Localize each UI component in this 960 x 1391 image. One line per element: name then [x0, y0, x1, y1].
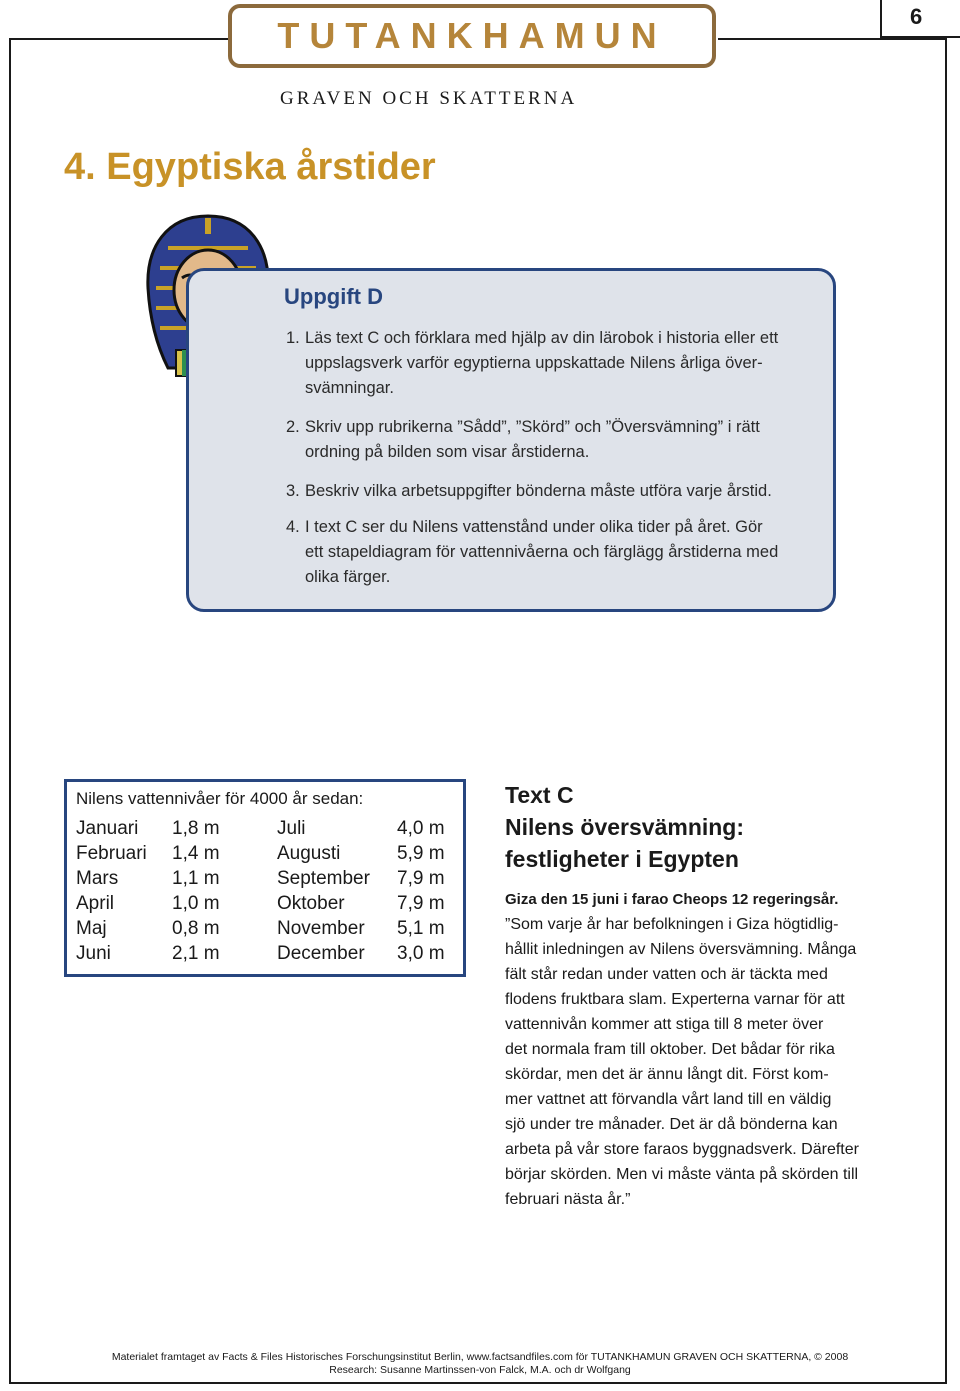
text-c-title: Text C Nilens översvämning: festligheter i Egypten [505, 782, 745, 872]
text-c-line: börjar skörden. Men vi måste vänta på skörden till [505, 1166, 859, 1183]
task-item-1: 1. Läs text C och förklara med hjälp av din lärobok i historia eller ett uppslagsverk varför egyptierna uppskattade Nilens årliga över- svämningar. [286, 329, 779, 397]
logo [228, 4, 718, 70]
text-c-line: ”Som varje år har befolkningen i Giza högtidlig- [505, 916, 839, 933]
text-c-line: skördar, men det är ännu långt dit. Först kom- [505, 1066, 829, 1083]
section-heading: 4. Egyptiska årstider [64, 146, 436, 188]
text-c-line: sjö under tre månader. Det är då bönderna kan [505, 1116, 838, 1133]
logo-text: TUTANKHAMUN [277, 15, 667, 56]
text-c-line: det normala fram till oktober. Det bådar för rika [505, 1041, 835, 1058]
text-c-line: flodens fruktbara slam. Experterna varnar för att [505, 991, 845, 1008]
footer-research: Research: Susanne Martinssen-von Falck, M.A. och dr Wolfgang [329, 1364, 631, 1376]
text-c-line: mer vattnet att förvandla vårt land till en väldig [505, 1091, 832, 1108]
task-item-2: 2. Skriv upp rubrikerna ”Sådd”, ”Skörd” och ”Översvämning” i rätt ordning på bilden som visar årstiderna. [286, 418, 760, 461]
text-c-line: fält står redan under vatten och är täckta med [505, 966, 828, 983]
task-item-4: 4. I text C ser du Nilens vattenstånd under olika tider på året. Gör ett stapeldiagram för vattennivåerna och färglägg årstiderna med olika färger. [286, 518, 779, 586]
text-c-dateline: Giza den 15 juni i farao Cheops 12 regeringsår. [505, 891, 839, 908]
footer-credits: Materialet framtaget av Facts & Files Historisches Forschungsinstitut Berlin, www.factsandfiles.com för TUTANKHAMUN GRAVEN OCH SKATTERNA, © 2008 [111, 1351, 849, 1363]
text-c-line: vattennivån kommer att stiga till 8 meter över [505, 1016, 824, 1033]
page-number: 6 [910, 4, 923, 29]
logo-subtitle: GRAVEN OCH SKATTERNA [280, 88, 578, 109]
text-c-line: februari nästa år.” [505, 1191, 631, 1208]
water-table-title: Nilens vattennivåer för 4000 år sedan: [76, 789, 364, 808]
task-title: Uppgift D [284, 284, 383, 309]
task-item-3: 3. Beskriv vilka arbetsuppgifter bönderna måste utföra varje årstid. [286, 482, 772, 500]
text-c-line: arbeta på vår store faraos byggnadsverk. Därefter [505, 1141, 859, 1158]
text-c-line: hållit inledningen av Nilens översvämning. Många [505, 941, 857, 958]
